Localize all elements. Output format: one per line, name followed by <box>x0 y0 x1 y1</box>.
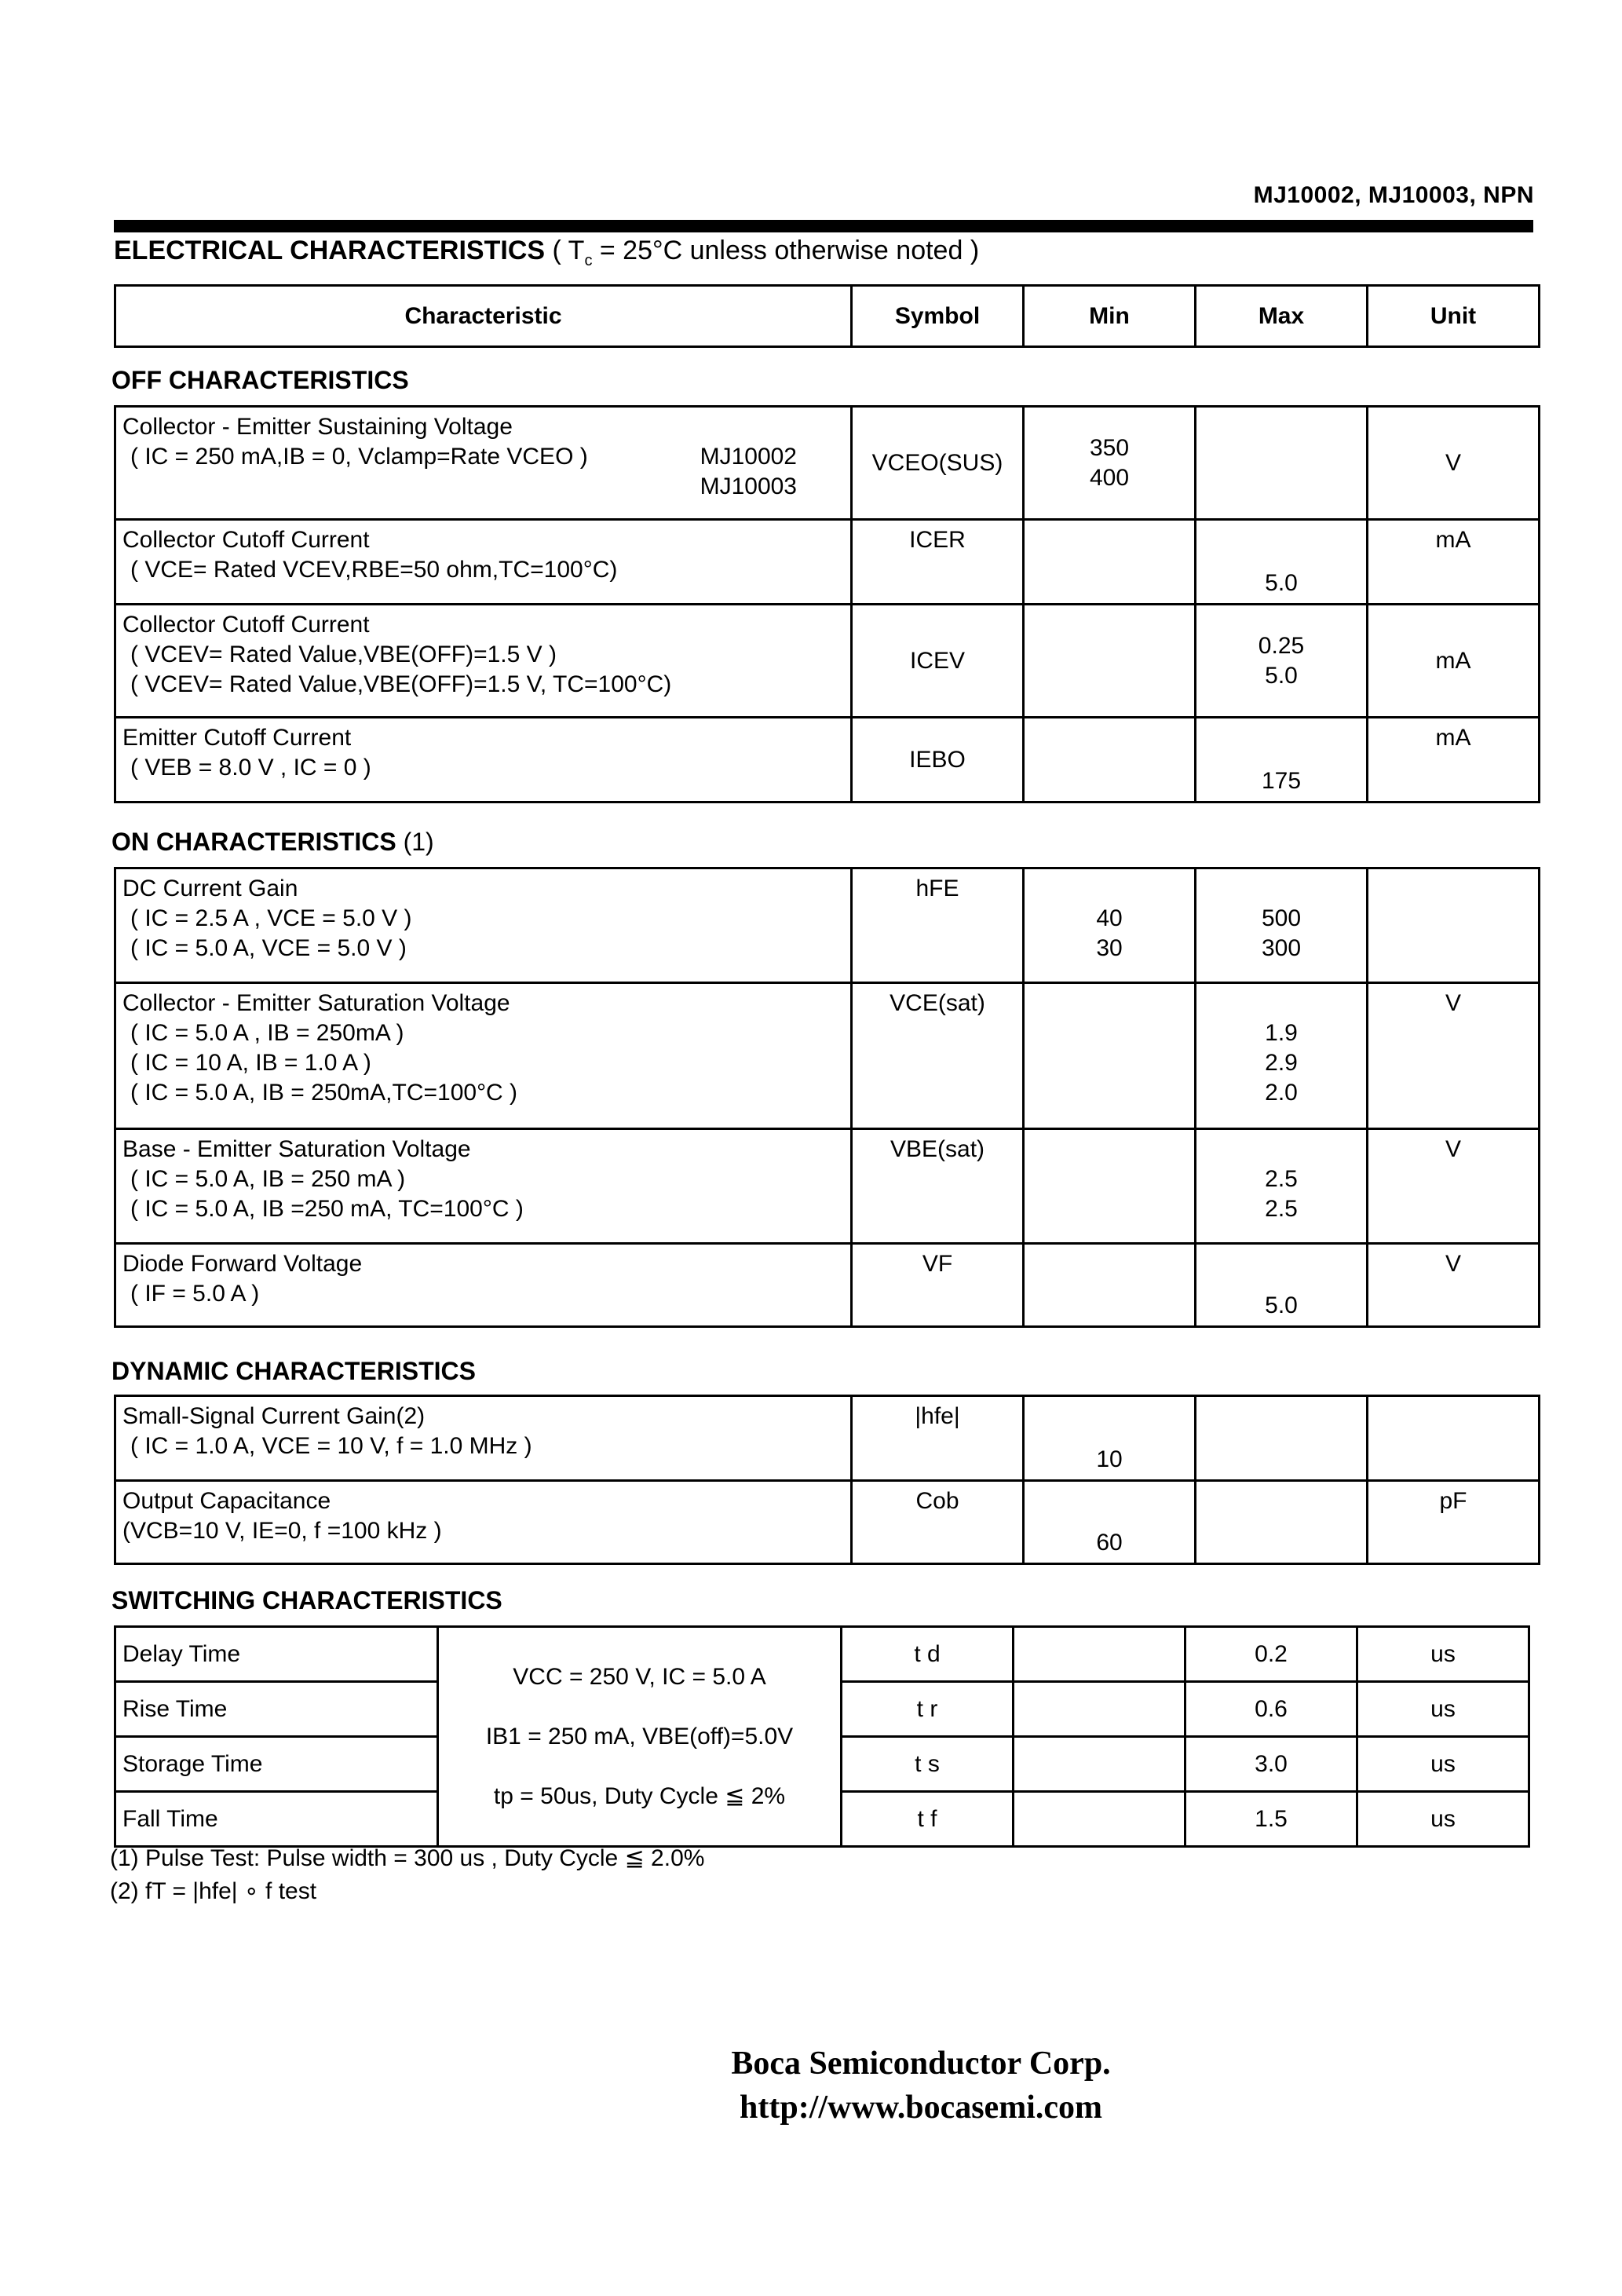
company-url[interactable]: http://www.bocasemi.com <box>740 2089 1102 2126</box>
off-r1-min1: 350 <box>1089 434 1130 461</box>
column-header-table <box>114 284 1540 348</box>
on-r3-cond2: ( IC = 5.0 A, IB =250 mA, TC=100°C ) <box>130 1196 524 1222</box>
on-r2-max1: 1.9 <box>1265 1020 1298 1046</box>
on-r2-cond3: ( IC = 5.0 A, IB = 250mA,TC=100°C ) <box>130 1080 518 1106</box>
off-r4-unit: mA <box>1368 718 1540 803</box>
off-r3-unit: mA <box>1368 605 1540 718</box>
sw-r1-symbol: t r <box>842 1682 1014 1737</box>
col-symbol: Symbol <box>852 286 1024 347</box>
dyn-r2-symbol: Cob <box>852 1481 1024 1564</box>
dyn-r1-cond: ( IC = 1.0 A, VCE = 10 V, f = 1.0 MHz ) <box>130 1433 532 1459</box>
off-r3-name: Collector Cutoff Current <box>122 612 370 638</box>
off-r2-cond: ( VCE= Rated VCEV,RBE=50 ohm,TC=100°C) <box>130 557 618 583</box>
on-r3-unit: V <box>1368 1129 1540 1244</box>
on-r2-symbol: VCE(sat) <box>852 983 1024 1129</box>
table-row <box>115 1244 1540 1327</box>
sw-r0-unit: us <box>1357 1627 1529 1682</box>
on-r4-name: Diode Forward Voltage <box>122 1251 363 1277</box>
sw-cond-line3: tp = 50us, Duty Cycle ≦ 2% <box>493 1782 786 1809</box>
switching-table <box>114 1625 1530 1848</box>
company-footer <box>0 2042 1622 2130</box>
off-r4-symbol: IEBO <box>852 718 1024 803</box>
sw-r1-unit: us <box>1357 1682 1529 1737</box>
dyn-r2-name: Output Capacitance <box>122 1488 331 1514</box>
on-r4-symbol: VF <box>852 1244 1024 1327</box>
sw-r0-symbol: t d <box>842 1627 1014 1682</box>
off-r4-max: 175 <box>1196 718 1368 803</box>
sw-r3-name: Fall Time <box>115 1792 438 1847</box>
table-row <box>115 868 1540 983</box>
dyn-r2-unit: pF <box>1368 1481 1540 1564</box>
off-r2-unit: mA <box>1368 520 1540 605</box>
off-r3-cond1: ( VCEV= Rated Value,VBE(OFF)=1.5 V ) <box>130 642 557 667</box>
off-r4-name: Emitter Cutoff Current <box>122 725 352 751</box>
col-min: Min <box>1024 286 1196 347</box>
table-row <box>115 520 1540 605</box>
on-r2-name: Collector - Emitter Saturation Voltage <box>122 990 510 1016</box>
footnote-2: (2) fT = |hfe| ∘ f test <box>110 1878 317 1904</box>
on-r1-min1: 40 <box>1096 905 1123 931</box>
sw-r1-name: Rise Time <box>115 1682 438 1737</box>
on-r3-max2: 2.5 <box>1265 1196 1298 1222</box>
section-on: ON CHARACTERISTICS (1) <box>111 828 434 856</box>
on-r1-name: DC Current Gain <box>122 876 298 901</box>
off-table <box>114 405 1540 803</box>
sw-r3-max: 1.5 <box>1185 1792 1357 1847</box>
table-row <box>115 1129 1540 1244</box>
page-title <box>114 236 979 270</box>
on-r1-symbol: hFE <box>852 868 1024 983</box>
off-r1-dev2: MJ10003 <box>700 473 797 499</box>
footnote-1: (1) Pulse Test: Pulse width = 300 us , Duty Cycle ≦ 2.0% <box>110 1845 705 1871</box>
on-r1-cond1: ( IC = 2.5 A , VCE = 5.0 V ) <box>130 905 412 931</box>
col-unit: Unit <box>1368 286 1540 347</box>
on-r3-max1: 2.5 <box>1265 1166 1298 1192</box>
sw-r0-max: 0.2 <box>1185 1627 1357 1682</box>
off-r1-unit: V <box>1368 407 1540 520</box>
on-r4-unit: V <box>1368 1244 1540 1327</box>
table-row <box>115 407 1540 520</box>
off-r3-symbol: ICEV <box>852 605 1024 718</box>
table-row <box>115 1481 1540 1564</box>
sw-r1-max: 0.6 <box>1185 1682 1357 1737</box>
on-table <box>114 867 1540 1328</box>
off-r3-max1: 0.25 <box>1258 632 1305 659</box>
on-r3-symbol: VBE(sat) <box>852 1129 1024 1244</box>
on-r2-max3: 2.0 <box>1265 1080 1298 1106</box>
table-row <box>115 605 1540 718</box>
sw-r2-symbol: t s <box>842 1737 1014 1792</box>
off-r3-max2: 5.0 <box>1265 662 1298 689</box>
company-name: Boca Semiconductor Corp. <box>731 2046 1111 2082</box>
table-row <box>115 983 1540 1129</box>
sw-r3-unit: us <box>1357 1792 1529 1847</box>
sw-r3-symbol: t f <box>842 1792 1014 1847</box>
off-r2-max: 5.0 <box>1196 520 1368 605</box>
title-condition: ( $T_c = 25^\circ C$ unless otherwise noted ) <box>552 236 980 269</box>
off-r2-symbol: ICER <box>852 520 1024 605</box>
footnotes <box>110 1842 704 1908</box>
table-row <box>115 718 1540 803</box>
sw-r2-name: Storage Time <box>115 1737 438 1792</box>
sw-r2-unit: us <box>1357 1737 1529 1792</box>
off-r3-cond2: ( VCEV= Rated Value,VBE(OFF)=1.5 V, TC=100°C) <box>130 671 672 697</box>
off-r1-min2: 400 <box>1089 464 1130 491</box>
dyn-r2-cond: (VCB=10 V, IE=0, f =100 kHz ) <box>122 1518 442 1544</box>
dyn-r2-min: 60 <box>1024 1481 1196 1564</box>
off-r4-cond: ( VEB = 8.0 V , IC = 0 ) <box>130 755 371 781</box>
col-characteristic: Characteristic <box>115 286 852 347</box>
off-r1-dev1: MJ10002 <box>700 444 797 470</box>
off-r1-cond: ( IC = 250 mA,IB = 0, Vclamp=Rate VCEO ) <box>130 444 588 470</box>
on-r4-cond: ( IF = 5.0 A ) <box>130 1281 260 1307</box>
on-r1-min2: 30 <box>1096 935 1123 961</box>
title-main: ELECTRICAL CHARACTERISTICS <box>114 236 546 265</box>
on-r2-cond1: ( IC = 5.0 A , IB = 250mA ) <box>130 1020 404 1046</box>
col-max: Max <box>1196 286 1368 347</box>
off-r1-symbol: VCEO(SUS) <box>852 407 1024 520</box>
on-r1-cond2: ( IC = 5.0 A, VCE = 5.0 V ) <box>130 935 407 961</box>
off-r1-name: Collector - Emitter Sustaining Voltage <box>122 414 513 440</box>
section-dynamic: DYNAMIC CHARACTERISTICS <box>111 1357 476 1385</box>
dyn-r1-symbol: |hfe| <box>852 1396 1024 1481</box>
on-r4-max: 5.0 <box>1196 1244 1368 1327</box>
on-r2-cond2: ( IC = 10 A, IB = 1.0 A ) <box>130 1050 371 1076</box>
on-r2-unit: V <box>1368 983 1540 1129</box>
dyn-r1-min: 10 <box>1024 1396 1196 1481</box>
section-switching: SWITCHING CHARACTERISTICS <box>111 1586 502 1614</box>
sw-r0-name: Delay Time <box>115 1627 438 1682</box>
on-r1-max1: 500 <box>1261 905 1302 931</box>
sw-r2-max: 3.0 <box>1185 1737 1357 1792</box>
on-r3-name: Base - Emitter Saturation Voltage <box>122 1136 471 1162</box>
sw-cond-line2: IB1 = 250 mA, VBE(off)=5.0V <box>485 1723 794 1749</box>
sw-cond-line1: VCC = 250 V, IC = 5.0 A <box>513 1663 766 1690</box>
part-numbers: MJ10002, MJ10003, NPN <box>1253 182 1534 208</box>
section-off: OFF CHARACTERISTICS <box>111 366 409 394</box>
table-row <box>115 1396 1540 1481</box>
on-r1-max2: 300 <box>1261 935 1302 961</box>
table-row <box>115 1627 1529 1682</box>
dyn-r1-name: Small-Signal Current Gain(2) <box>122 1403 426 1429</box>
on-r2-max2: 2.9 <box>1265 1050 1298 1076</box>
header-rule <box>114 220 1533 232</box>
on-r3-cond1: ( IC = 5.0 A, IB = 250 mA ) <box>130 1166 406 1192</box>
dynamic-table <box>114 1395 1540 1565</box>
off-r2-name: Collector Cutoff Current <box>122 527 370 553</box>
